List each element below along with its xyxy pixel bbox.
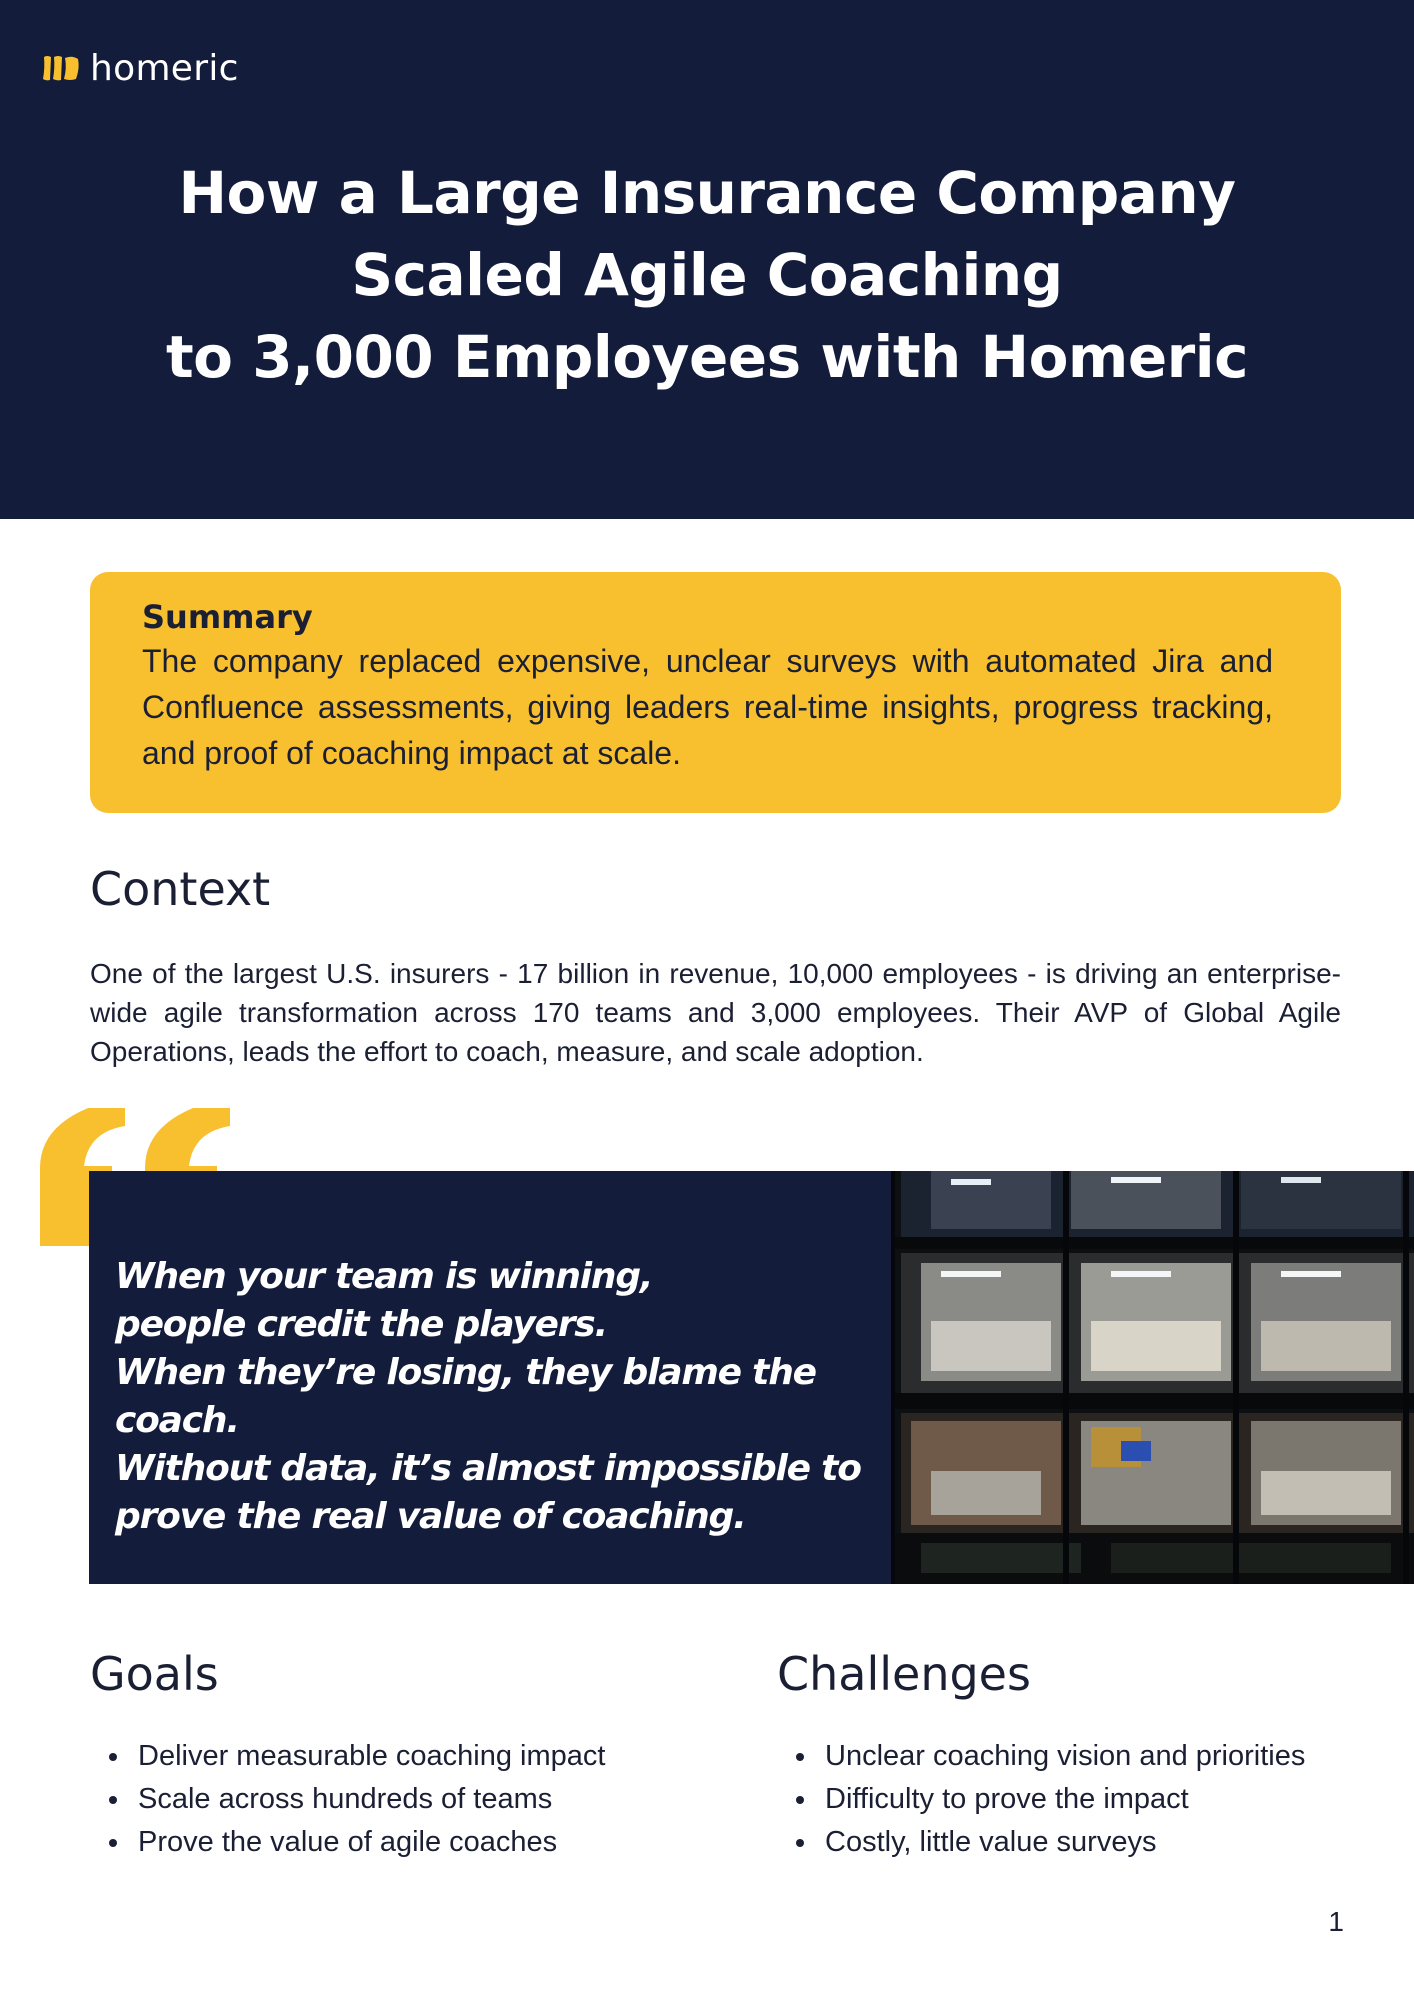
summary-heading: Summary	[142, 598, 313, 636]
title-line-1: How a Large Insurance Company	[178, 159, 1236, 227]
page-number: 1	[1328, 1906, 1344, 1937]
list-item: Unclear coaching vision and priorities	[777, 1735, 1305, 1778]
list-item: Difficulty to prove the impact	[777, 1778, 1305, 1821]
goals-list	[90, 1735, 605, 1864]
page-title	[0, 152, 1414, 398]
header-banner	[0, 0, 1414, 519]
quote-text	[115, 1253, 875, 1541]
brand-name: homeric	[90, 47, 239, 89]
challenges-heading: Challenges	[777, 1647, 1031, 1701]
list-item: Scale across hundreds of teams	[90, 1778, 605, 1821]
list-item: Prove the value of agile coaches	[90, 1821, 605, 1864]
quote-line-4: Without data, it’s almost impossible to	[115, 1448, 861, 1489]
quote-line-3: When they’re losing, they blame the coach.	[115, 1352, 816, 1441]
title-line-3: to 3,000 Employees with Homeric	[165, 323, 1249, 391]
homeric-logo-icon	[42, 50, 82, 86]
quote-line-1: When your team is winning,	[115, 1256, 653, 1297]
quote-line-2: people credit the players.	[115, 1304, 607, 1345]
challenges-list	[777, 1735, 1305, 1864]
quote-line-5: prove the real value of coaching.	[115, 1496, 746, 1537]
list-item: Costly, little value surveys	[777, 1821, 1305, 1864]
context-heading: Context	[90, 862, 271, 916]
brand-logo[interactable]	[42, 48, 239, 88]
context-text: One of the largest U.S. insurers - 17 billion in revenue, 10,000 employees - is driving an enterprise-wide agile transformation across 170 teams and 3,000 employees. Their AVP of Global Agile Operations, leads the effort to coach, measure, and scale adoption.	[90, 958, 1341, 1067]
goals-heading: Goals	[90, 1647, 219, 1701]
summary-box	[90, 572, 1341, 813]
summary-text: The company replaced expensive, unclear surveys with automated Jira and Confluence assessments, giving leaders real-time insights, progress tracking, and proof of coaching impact at scale.	[142, 643, 1273, 771]
title-line-2: Scaled Agile Coaching	[351, 241, 1063, 309]
list-item: Deliver measurable coaching impact	[90, 1735, 605, 1778]
office-building-photo	[891, 1171, 1414, 1584]
